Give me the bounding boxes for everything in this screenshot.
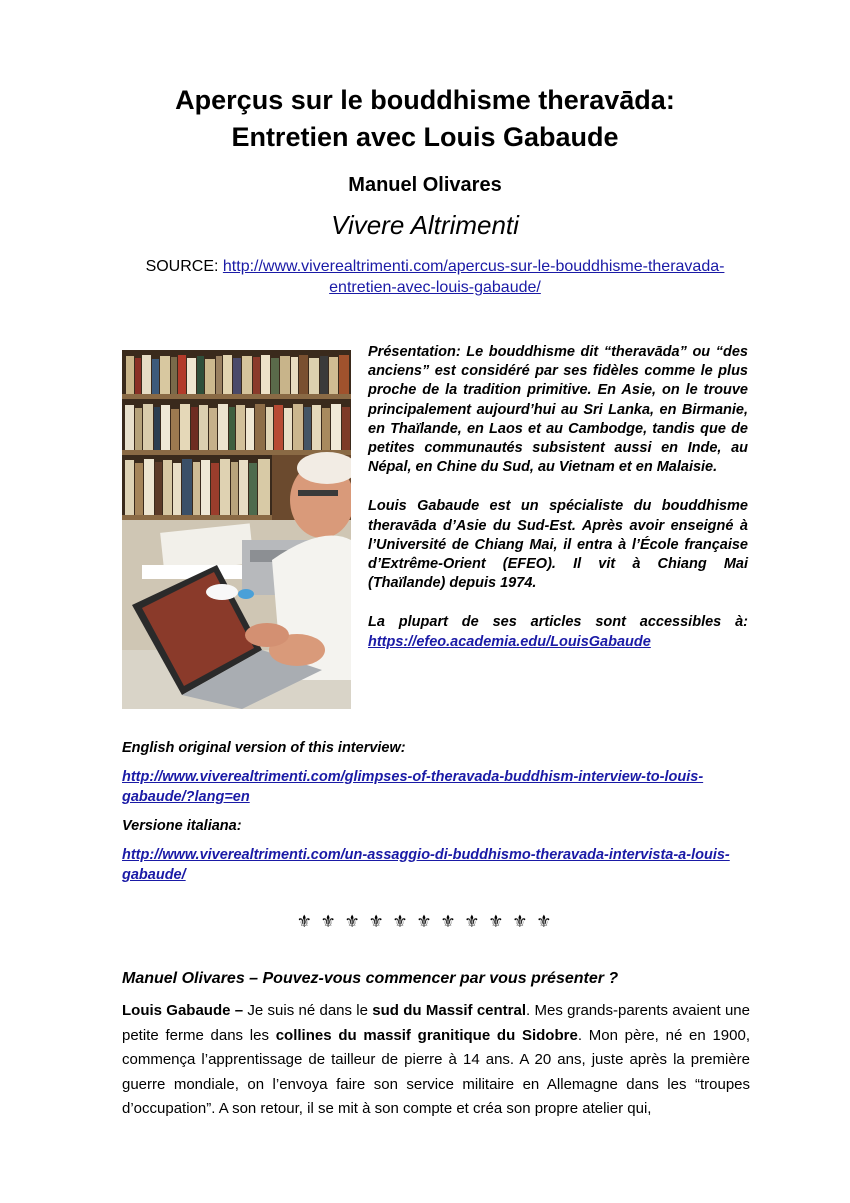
biography-paragraph: Louis Gabaude est un spécialiste du bouddhisme theravāda d’Asie du Sud-Est. Après avoir enseigné à l’Université de Chiang Mai, il entra à l’École française d’Extrême-Orient (EFEO). Il vit à Chiang Mai (Thaïlande) depuis 1974. <box>368 498 748 592</box>
italian-version-link[interactable]: http://www.viverealtrimenti.com/un-assaggio-di-buddhismo-theravada-intervista-a-louis-gabaude/ <box>122 847 730 883</box>
section-separator: ⚜ ⚜ ⚜ ⚜ ⚜ ⚜ ⚜ ⚜ ⚜ ⚜ ⚜ <box>296 912 554 931</box>
source-link[interactable]: http://www.viverealtrimenti.com/apercus-sur-le-bouddhisme-theravada- entretien-avec-louis-gabaude/ <box>222 258 725 296</box>
journal-name: Vivere Altrimenti <box>331 210 519 240</box>
title-line-2: Entretien avec Louis Gabaude <box>231 122 619 152</box>
articles-paragraph: La plupart de ses articles sont accessibles à: https://efeo.academia.edu/LouisGabaude <box>368 614 748 650</box>
english-version-label: English original version of this interview: <box>122 740 406 756</box>
source-label: SOURCE: <box>145 258 223 275</box>
presentation-block <box>368 343 748 672</box>
english-version-link[interactable]: http://www.viverealtrimenti.com/glimpses-of-theravada-buddhism-interview-to-louis-gabaude/?lang=en <box>122 769 704 805</box>
photo-illustration <box>122 350 351 709</box>
versions-block <box>122 738 750 894</box>
author-photo <box>122 350 351 709</box>
presentation-paragraph: Présentation: Le bouddhisme dit “theravāda” ou “des anciens” est considéré par ses fidèles comme le plus proche de la tradition primitive. En Asie, on le trouve principalement aujourd’hui au Sri Lanka, en Birmanie, en Thaïlande, en Laos et au Cambodge, tandis que de petites communautés subsistent aussi en Inde, au Népal, en Chine du Sud, au Vietnam et en Malaisie. <box>368 344 748 476</box>
speaker-name: Louis Gabaude – <box>122 1002 248 1019</box>
interview-answer: Louis Gabaude – Je suis né dans le sud du Massif central. Mes grands-parents avaient une petite ferme dans les collines du massif granitique du Sidobre. Mon père, né en 1900, commença l’apprentissage de tailleur de pierre à 14 ans. A 20 ans, juste après la première guerre mondiale, on l’envoya faire son service militaire en Allemagne dans les “troupes d’occupation”. A son retour, il se mit à son compte et créa son propre atelier qui, <box>122 1002 750 1117</box>
author-name: Manuel Olivares <box>348 174 502 196</box>
title-line-1: Aperçus sur le bouddhisme theravāda: <box>175 85 675 115</box>
highlight-sidobre: collines du massif granitique du Sidobre <box>275 1026 578 1044</box>
academia-link[interactable]: https://efeo.academia.edu/LouisGabaude <box>368 633 651 650</box>
source-line <box>110 256 760 298</box>
highlight-massif: sud du Massif central <box>372 1002 527 1019</box>
page-title <box>60 82 790 156</box>
interview-question: Manuel Olivares – Pouvez-vous commencer par vous présenter ? <box>122 970 619 987</box>
italian-version-label: Versione italiana: <box>122 818 242 834</box>
